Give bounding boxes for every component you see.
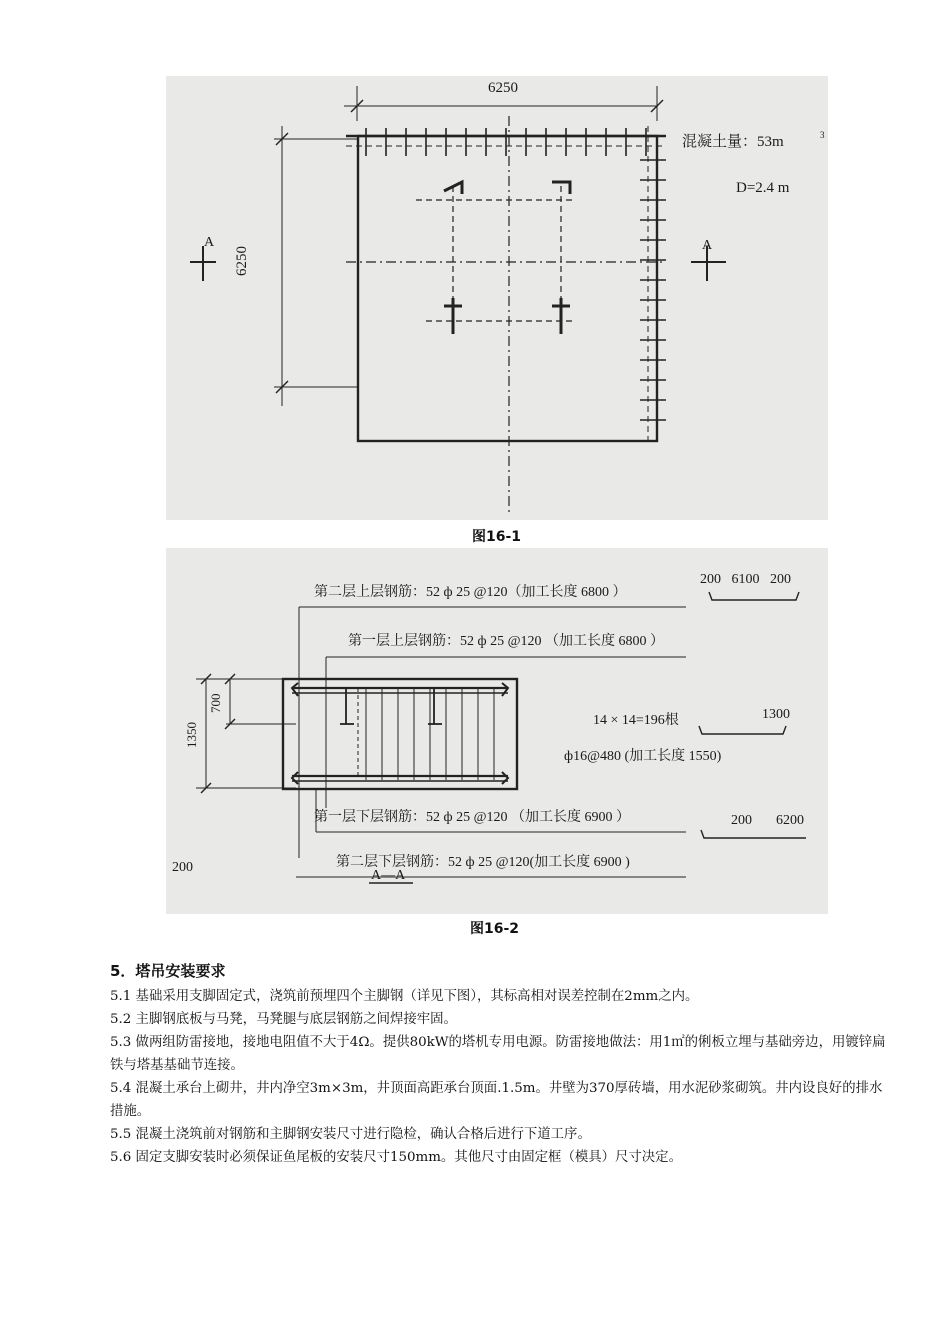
- shape-bottom-dim-b: 6200: [776, 813, 804, 828]
- figure-16-2-drawing: [166, 548, 828, 914]
- layer1-top-label: 第一层上层钢筋：52 ф 25 @120 （加工长度 6800 ）: [348, 634, 664, 649]
- dim-top-label: 6250: [488, 80, 518, 96]
- figure-16-2: [166, 548, 828, 914]
- dim-200-label: 200: [172, 860, 193, 875]
- concrete-volume-label: 混凝土量：53m: [682, 134, 784, 150]
- section-mark-right: A: [702, 238, 713, 253]
- concrete-volume-superscript: 3: [820, 130, 825, 140]
- section-title: 5．塔吊安装要求: [110, 962, 226, 980]
- paragraph-5-4: 5.4 混凝土承台上砌井，井内净空3m×3m，井顶面高距承台顶面.1.5m。井壁为370厚砖墙，用水泥砂浆砌筑。井内设良好的排水措施。: [110, 1081, 883, 1119]
- dim-left-label: 6250: [234, 246, 250, 276]
- paragraph-5-1: 5.1 基础采用支脚固定式，浇筑前预埋四个主脚钢（详见下图），其标高相对误差控制在2mm之内。: [110, 989, 699, 1004]
- figure-16-2-caption: 图16-2: [470, 921, 520, 937]
- layer1-bottom-label: 第一层下层钢筋：52 ф 25 @120 （加工长度 6900 ）: [314, 810, 630, 825]
- shape-bottom-dim-a: 200: [731, 813, 752, 828]
- shape-mid-dim: 1300: [762, 707, 790, 722]
- rebar-count-label: 14 × 14=196根: [593, 713, 679, 728]
- depth-label: D=2.4 m: [736, 180, 790, 196]
- dim-700-label: 700: [208, 693, 223, 713]
- layer2-top-label: 第二层上层钢筋：52 ф 25 @120（加工长度 6800 ）: [314, 585, 627, 600]
- layer2-bottom-label: 第二层下层钢筋：52 ф 25 @120(加工长度 6900 ): [336, 855, 630, 870]
- paragraph-5-2: 5.2 主脚钢底板与马凳，马凳腿与底层钢筋之间焊接牢固。: [110, 1012, 457, 1027]
- paragraph-5-5: 5.5 混凝土浇筑前对钢筋和主脚钢安装尺寸进行隐检，确认合格后进行下道工序。: [110, 1127, 591, 1142]
- figure-16-1-drawing: [166, 76, 828, 520]
- paragraph-5-3: 5.3 做两组防雷接地，接地电阻值不大于4Ω。提供80kW的塔机专用电源。防雷接地做法：用1㎡的俐板立埋与基础旁边，用镀锌扁铁与塔基基础节连接。: [110, 1035, 886, 1073]
- section-aa-label: A—A: [371, 868, 406, 883]
- figure-16-1: [166, 76, 828, 520]
- dim-1350-label: 1350: [184, 722, 199, 748]
- paragraph-5-6: 5.6 固定支脚安装时必须保证鱼尾板的安装尺寸150mm。其他尺寸由固定框（模具）尺寸决定。: [110, 1150, 682, 1165]
- shape-top-dims: 200 6100 200: [700, 572, 791, 587]
- stirrup-label: ф16@480 (加工长度 1550): [564, 749, 722, 764]
- section-mark-left: A: [204, 235, 215, 250]
- figure-16-1-caption: 图16-1: [472, 529, 522, 545]
